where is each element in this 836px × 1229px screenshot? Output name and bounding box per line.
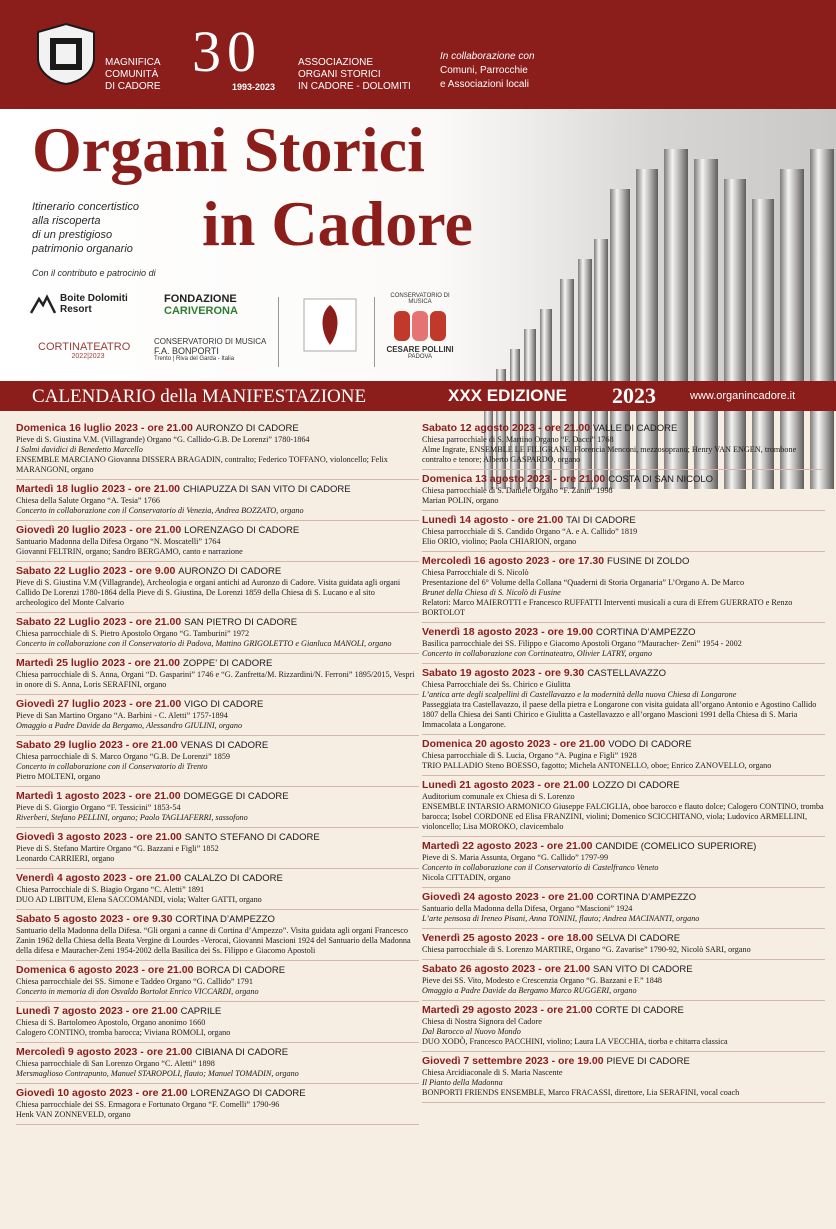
event-separator: -	[122, 1005, 133, 1017]
event-detail-line: Chiesa parrocchiale di S. Martino Organo “F. Dacci” 1768	[422, 435, 614, 444]
event-date: Domenica 6 agosto 2023	[16, 964, 139, 976]
event-place: CANDIDE (COMELICO SUPERIORE)	[595, 841, 757, 852]
event-time: ore 21.00	[142, 1087, 188, 1099]
event-separator: -	[125, 790, 136, 802]
event-detail-line: Chiesa Parrocchiale di S. Biagio Organo “C. Aletti” 1891	[16, 885, 205, 894]
sponsor-divider	[374, 297, 375, 367]
event-header	[16, 565, 419, 578]
fondazione-cariverona-logo	[164, 293, 276, 317]
event-entry	[16, 695, 419, 736]
event-detail-line: Santuario Madonna della Difesa Organo “N. Moscatelli” 1764	[16, 537, 221, 546]
event-time: ore 18.00	[547, 932, 594, 944]
event-separator: -	[123, 913, 133, 925]
event-date: Sabato 5 agosto 2023	[16, 913, 124, 925]
event-time: ore 21.00	[134, 483, 181, 495]
event-date: Mercoledì 16 agosto 2023	[422, 555, 550, 567]
event-time: ore 21.00	[132, 739, 178, 751]
event-place: CALALZO DI CADORE	[184, 873, 283, 884]
boite-line: Resort	[60, 304, 92, 315]
event-place: DOMEGGE DI CADORE	[183, 791, 289, 802]
event-detail-line: Alme Ingrate, ENSEMBLE LE FILIGRANE, Florencia Menconi, mezzosoprano; Henry VAN ENGEN, trombone contralto e tenore; Alberto GASPARDO, organo	[422, 445, 797, 464]
event-detail-line: Chiesa parrocchiale di S. Daniele Organo “F. Zanin” 1998	[422, 486, 613, 495]
event-place: BORCA DI CADORE	[196, 965, 286, 976]
event-detail-line: Pieve dei SS. Vito, Modesto e Crescenzia Organo “G. Bazzani e F.” 1848	[422, 976, 663, 985]
event-detail-line: Concerto in memoria di don Osvaldo Bortolot Enrico VICCARDI, organo	[16, 987, 259, 996]
collab-line: Comuni, Parrocchie	[440, 65, 528, 76]
event-entry	[422, 735, 825, 776]
event-separator: -	[122, 739, 133, 751]
event-separator: -	[550, 738, 560, 750]
event-time: ore 21.00	[548, 891, 594, 903]
calendar-bar	[0, 381, 836, 411]
event-detail-line: Dal Barocco al Nuovo Mondo	[422, 1027, 521, 1036]
magnifica-comunita-text	[105, 57, 161, 93]
event-date: Giovedì 7 settembre 2023	[422, 1055, 549, 1067]
event-detail-line: Pieve di S. Giorgio Organo “F. Tessicini” 1853-54	[16, 803, 181, 812]
event-detail-line: Mersmaglioso Contrapunto, Manuel STAROPOLI, flauto; Manuel TOMADIN, organo	[16, 1069, 299, 1078]
event-place: ZOPPE’ DI CADORE	[182, 658, 273, 669]
event-header	[16, 657, 419, 670]
event-time: ore 21.00	[146, 1046, 193, 1058]
event-detail-line: Pieve di S. Giustina V.M. (Villagrande) Organo “G. Callido-G.B. De Lorenzi” 1780-1864	[16, 435, 310, 444]
event-place: FUSINE DI ZOLDO	[607, 556, 690, 567]
main-title-line1: Organi Storici	[32, 114, 425, 185]
event-entry	[16, 1002, 419, 1043]
event-place: AURONZO DI CADORE	[195, 423, 299, 434]
event-entry	[422, 511, 825, 552]
event-header	[422, 473, 825, 486]
event-place: SAN VITO DI CADORE	[593, 964, 693, 975]
event-place: CASTELLAVAZZO	[587, 668, 667, 679]
event-detail-line: Concerto in collaborazione con il Conservatorio di Trento	[16, 762, 208, 771]
event-time: ore 21.00	[544, 963, 591, 975]
event-header	[422, 840, 825, 853]
event-detail-line: ENSEMBLE INTARSIO ARMONICO Giuseppe FALCIGLIA, oboe barocco e flauto dolce; Calogero CONTINO, tromba barocca; Isobel CORDONE ed Elisa FRANZINI, violini; Domenico SCICCHITANO, viola; Ludovico ARMELLINI, violoncello; Lisa MOROKO, clavicembalo	[422, 802, 824, 831]
event-date: Martedì 29 agosto 2023	[422, 1004, 538, 1016]
event-detail-line: Passeggiata tra Castellavazzo, il paese della pietra e Longarone con visita guidata all’organo Antonio e Agostino Callido 1807 della Chiesa dei Santi Chirico e Giulitta a Castellavazzo e all’organo Mascioni 1991 della Chiesa di S. Maria Immacolata a Longarone.	[422, 700, 817, 729]
event-header	[422, 626, 825, 639]
event-separator: -	[137, 422, 148, 434]
event-time: ore 21.00	[134, 657, 181, 669]
event-entry	[16, 521, 419, 562]
event-time: ore 21.00	[135, 698, 182, 710]
event-separator: -	[538, 891, 549, 903]
event-place: PIEVE DI CADORE	[606, 1056, 690, 1067]
event-detail-line: Santuario della Madonna della Difesa, Organo “Mascioni” 1924	[422, 904, 633, 913]
bonporti-line: Trento | Riva del Garda - Italia	[154, 356, 235, 362]
event-header	[422, 555, 825, 568]
event-separator: -	[508, 514, 518, 526]
event-entry	[422, 664, 825, 735]
event-detail-line: Concerto in collaborazione con il Conservatorio di Padova, Mattino GRIGOLETTO e Gianluca MANOLI, organo	[16, 639, 392, 648]
event-detail-line: Chiesa di S. Bartolomeo Apostolo, Organo anonimo 1660	[16, 1018, 206, 1027]
event-place: TAI DI CADORE	[566, 515, 636, 526]
event-place: CAPRILE	[180, 1006, 222, 1017]
event-detail-line: L’antica arte degli scalpellini di Castellavazzo e la modernità della nuova Chiesa di Longarone	[422, 690, 737, 699]
event-detail-line: Pietro MOLTENI, organo	[16, 772, 101, 781]
event-time: ore 17.30	[558, 555, 605, 567]
event-date: Sabato 22 Luglio 2023	[16, 565, 127, 577]
event-detail-line: Presentazione del 6° Volume della Collana “Quaderni di Storia Organaria” L’Organo A. De Marco	[422, 578, 745, 587]
event-place: CORTINA D’AMPEZZO	[595, 627, 696, 638]
event-detail-line: Pieve di S. Giustina V.M (Villagrande), Archeologia e organi antichi ad Auronzo di Cadore. Visita guidata agli organi Callido De Lorenzi 1780-1864 della Pieve di S. Giustina, De Lorenzi 1859 della Chiesa di S. Lucano e al sito archeologico del Monte Calvario	[16, 578, 401, 607]
event-place: CIBIANA DI CADORE	[195, 1047, 289, 1058]
event-time: ore 21.00	[135, 790, 181, 802]
event-separator: -	[125, 483, 135, 495]
event-detail-line: Chiesa parrocchiale di S. Marco Organo “G.B. De Lorenzi” 1859	[16, 752, 231, 761]
event-time: ore 19.00	[547, 626, 594, 638]
event-detail-line: Chiesa parrocchiale di S. Candido Organo “A. e A. Callido” 1819	[422, 527, 638, 536]
event-header	[422, 891, 825, 904]
event-entry	[422, 1001, 825, 1052]
event-detail-line: Chiesa Arcidiaconale di S. Maria Nascente	[422, 1068, 563, 1077]
website-link[interactable]: www.organincadore.it	[690, 390, 796, 402]
event-header	[422, 779, 825, 792]
subtitle-line: Itinerario concertistico	[32, 201, 139, 213]
event-time: ore 19.00	[558, 1055, 604, 1067]
event-date: Giovedì 10 agosto 2023	[16, 1087, 133, 1099]
right-events-column	[422, 419, 825, 1229]
event-place: CHIAPUZZA DI SAN VITO DI CADORE	[182, 484, 351, 495]
event-entry	[16, 828, 419, 869]
event-time: ore 9.00	[135, 565, 176, 577]
event-header	[16, 698, 419, 711]
event-header	[16, 1005, 419, 1018]
event-header	[422, 667, 825, 680]
event-date: Martedì 18 luglio 2023	[16, 483, 126, 495]
event-time: ore 21.00	[136, 831, 182, 843]
event-date: Sabato 26 agosto 2023	[422, 963, 536, 975]
contributors-heading: Con il contributo e patrocinio di	[32, 268, 156, 278]
event-header	[422, 1055, 825, 1068]
collab-line: In collaborazione con	[440, 51, 535, 62]
event-detail-line: Calogero CONTINO, tromba barocca; Viviana ROMOLI, organo	[16, 1028, 231, 1037]
event-time: ore 21.00	[135, 872, 182, 884]
event-place: COSTA DI SAN NICOLO	[608, 474, 714, 485]
event-time: ore 9.30	[544, 667, 585, 679]
conservatorio-marcello-logo	[302, 297, 358, 353]
event-header	[16, 1087, 419, 1100]
subtitle-line: patrimonio organario	[32, 243, 133, 255]
event-detail-line: Concerto in collaborazione con il Conservatorio di Venezia, Andrea BOZZATO, organo	[16, 506, 304, 515]
event-time: ore 21.00	[543, 779, 590, 791]
event-separator: -	[132, 1087, 143, 1099]
association-line: ASSOCIAZIONE	[298, 57, 374, 68]
event-header	[422, 1004, 825, 1017]
anniversary-years: 1993-2023	[232, 82, 276, 92]
event-entry	[16, 562, 419, 613]
event-time: ore 21.00	[546, 840, 593, 852]
event-place: VALLE DI CADORE	[593, 423, 678, 434]
event-entry	[16, 787, 419, 828]
edition-label: XXX EDIZIONE	[448, 386, 568, 405]
event-entry	[16, 1043, 419, 1084]
event-separator: -	[126, 565, 136, 577]
fondazione-line: FONDAZIONE	[164, 293, 237, 305]
event-header	[16, 483, 419, 496]
event-detail-line: Omaggio a Padre Davide da Bergamo Marco RUGGERI, organo	[422, 986, 637, 995]
event-time: ore 21.00	[135, 616, 182, 628]
event-entry	[422, 552, 825, 623]
sponsor-logos	[30, 285, 460, 377]
event-header	[16, 616, 419, 629]
event-entry	[16, 1084, 419, 1125]
event-entry	[16, 613, 419, 654]
violin-icon	[302, 297, 358, 353]
pollini-line: CESARE POLLINI	[386, 345, 454, 354]
event-separator: -	[538, 932, 548, 944]
event-detail-line: Chiesa parrocchiale dei SS. Ermagora e Fortunato Organo “F. Comelli” 1790-96	[16, 1100, 280, 1109]
calendar-label: CALENDARIO della MANIFESTAZIONE	[32, 386, 367, 407]
event-header	[422, 738, 825, 751]
event-place: CORTINA D’AMPEZZO	[175, 914, 275, 925]
event-entry	[422, 929, 825, 960]
pollini-line: CONSERVATORIO DI MUSICA	[390, 293, 450, 305]
event-detail-line: Henk VAN ZONNEVELD, organo	[16, 1110, 131, 1119]
event-header	[16, 872, 419, 885]
event-detail-line: Auditorium comunale ex Chiesa di S. Lorenzo	[422, 792, 575, 801]
event-date: Mercoledì 9 agosto 2023	[16, 1046, 138, 1058]
event-entry	[422, 1052, 825, 1103]
event-time: ore 9.30	[132, 913, 173, 925]
event-place: AURONZO DI CADORE	[178, 566, 282, 577]
event-date: Venerdì 25 agosto 2023	[422, 932, 539, 944]
event-time: ore 21.00	[546, 1004, 593, 1016]
cesare-pollini-logo	[380, 293, 460, 369]
bonporti-line: F.A. BONPORTI	[154, 346, 219, 356]
event-time: ore 21.00	[544, 422, 591, 434]
event-detail-line: Concerto in collaborazione con Cortinateatro, Olivier LATRY, organo	[422, 649, 652, 658]
event-detail-line: Elio ORIO, violino; Paola CHIARION, organo	[422, 537, 577, 546]
event-date: Domenica 20 agosto 2023	[422, 738, 551, 750]
event-detail-line: Chiesa parrocchiale di S. Lorenzo MARTIRE, Organo “G. Zavarise” 1790-92, Nicolò SARI, organo	[422, 945, 751, 954]
event-entry	[422, 776, 825, 837]
event-detail-line: Giovanni FELTRIN, organo; Sandro BERGAMO, canto e narrazione	[16, 547, 243, 556]
event-date: Domenica 16 luglio 2023	[16, 422, 138, 434]
top-header	[0, 0, 836, 109]
event-place: VODO DI CADORE	[608, 739, 692, 750]
event-detail-line: Chiesa parrocchiale di San Lorenzo Organo “C. Aletti” 1898	[16, 1059, 215, 1068]
event-detail-line: Il Pianto della Madonna	[422, 1078, 503, 1087]
event-detail-line: Chiesa della Salute Organo “A. Tesia” 1766	[16, 496, 160, 505]
event-separator: -	[126, 698, 136, 710]
event-detail-line: Riverberi, Stefano PELLINI, organo; Paolo TAGLIAFERRI, sassofono	[16, 813, 248, 822]
event-entry	[422, 960, 825, 1001]
event-detail-line: ENSEMBLE MARCIANO Giovanna DISSERA BRAGADIN, contralto; Federico TOFFANO, violoncello; Felix MARANGONI, organo	[16, 455, 388, 474]
event-detail-line: Chiesa parrocchiale di S. Lucia, Organo “A. Pugina e Figli” 1928	[422, 751, 637, 760]
crest-line: COMUNITÀ	[105, 69, 159, 80]
event-time: ore 21.00	[132, 1005, 178, 1017]
event-detail-line: DUO XODÒ, Francesco PACCHINI, violino; Laura LA VECCHIA, tiorba e chitarra classica	[422, 1037, 728, 1046]
event-time: ore 21.00	[135, 524, 182, 536]
conservatorio-bonporti-logo	[154, 337, 284, 362]
event-detail-line: Omaggio a Padre Davide da Bergamo, Alessandro GIULINI, organo	[16, 721, 243, 730]
subtitle-line: alla riscoperta	[32, 215, 101, 227]
subtitle	[32, 200, 139, 256]
cortina-line: CORTINATEATRO	[38, 341, 131, 353]
event-place: SANTO STEFANO DI CADORE	[184, 832, 320, 843]
event-time: ore 21.00	[559, 473, 606, 485]
event-detail-line: Relatori: Marco MAIEROTTI e Francesco RUFFATTI Interventi musicali a cura di Efrem GUERRATO e Renzo BORTOLOT	[422, 598, 793, 617]
event-entry	[422, 837, 825, 888]
mountain-icon	[30, 293, 56, 315]
event-place: CORTE DI CADORE	[595, 1005, 684, 1016]
event-separator: -	[126, 831, 137, 843]
event-place: LORENZAGO DI CADORE	[184, 525, 300, 536]
main-title-line2: in Cadore	[202, 188, 473, 259]
event-detail-line: Santuario della Madonna della Difesa. “Gli organi a canne di Cortina d’Ampezzo”. Visita guidata agli organi Francesco Zanin 1962 della Chiesa della Beata Vergine di Lourdes -Verocai, Giovanni Mascioni 1924 del Santuario della Madonna della difesa e Mauracher-Zeni 1954-2002 della Basilica dei Ss. Filippo e Giacomo Apostoli	[16, 926, 411, 955]
anniversary-logo	[192, 19, 288, 94]
event-entry	[16, 480, 419, 521]
event-entry	[16, 736, 419, 787]
collaboration-text	[440, 50, 535, 92]
event-date: Sabato 22 Luglio 2023	[16, 616, 127, 628]
event-place: CORTINA D’AMPEZZO	[596, 892, 697, 903]
bonporti-line: CONSERVATORIO DI MUSICA	[154, 337, 267, 346]
event-detail-line: Brunet della Chiesa di S. Nicolò di Fusine	[422, 588, 561, 597]
event-entry	[422, 470, 825, 511]
event-detail-line: TRIO PALLADIO Steno BOESSO, fagotto; Michela ANTONELLO, oboe; Enrico ZANOVELLO, organo	[422, 761, 772, 770]
event-separator: -	[125, 657, 135, 669]
event-detail-line: BONPORTI FRIENDS ENSEMBLE, Marco FRACASSI, direttore, Lia SERAFINI, vocal coach	[422, 1088, 740, 1097]
event-date: Sabato 12 agosto 2023	[422, 422, 536, 434]
event-separator: -	[537, 1004, 547, 1016]
event-date: Giovedì 3 agosto 2023	[16, 831, 127, 843]
event-place: SELVA DI CADORE	[595, 933, 681, 944]
event-detail-line: DUO AD LIBITUM, Elena SACCOMANDI, viola; Walter GATTI, organo	[16, 895, 262, 904]
event-separator: -	[535, 667, 545, 679]
event-date: Lunedì 7 agosto 2023	[16, 1005, 123, 1017]
event-entry	[16, 910, 419, 961]
event-detail-line: Chiesa parrocchiale di S. Pietro Apostolo Organo “G. Tamburini” 1972	[16, 629, 250, 638]
event-separator: -	[137, 1046, 147, 1058]
event-header	[16, 790, 419, 803]
event-separator: -	[538, 626, 548, 638]
event-detail-line: Pieve di S. Stefano Martire Organo “G. Bazzani e Figli” 1852	[16, 844, 219, 853]
event-entry	[16, 961, 419, 1002]
event-header	[422, 932, 825, 945]
event-date: Venerdì 4 agosto 2023	[16, 872, 127, 884]
event-header	[16, 964, 419, 977]
event-place: VENAS DI CADORE	[180, 740, 269, 751]
event-date: Giovedì 27 luglio 2023	[16, 698, 127, 710]
event-separator: -	[126, 524, 136, 536]
event-date: Sabato 19 agosto 2023	[422, 667, 536, 679]
event-date: Giovedì 24 agosto 2023	[422, 891, 539, 903]
event-separator: -	[126, 616, 136, 628]
event-separator: -	[535, 963, 545, 975]
event-header	[16, 739, 419, 752]
event-separator: -	[534, 779, 544, 791]
event-detail-line: Leonardo CARRIERI, organo	[16, 854, 115, 863]
cortina-teatro-logo	[38, 341, 138, 360]
event-header	[16, 1046, 419, 1059]
association-text	[298, 57, 411, 93]
event-place: SAN PIETRO DI CADORE	[184, 617, 298, 628]
crest-line: DI CADORE	[105, 81, 161, 92]
event-detail-line: Chiesa Parrocchiale di S. Nicolò	[422, 568, 529, 577]
event-header	[422, 422, 825, 435]
event-separator: -	[126, 872, 136, 884]
boite-line: Boite Dolomiti	[60, 293, 128, 304]
crest-line: MAGNIFICA	[105, 57, 161, 68]
event-separator: -	[549, 555, 559, 567]
event-date: Lunedì 21 agosto 2023	[422, 779, 535, 791]
cortina-line: 2022|2023	[71, 353, 105, 360]
event-date: Martedì 22 agosto 2023	[422, 840, 538, 852]
event-place: LORENZAGO DI CADORE	[190, 1088, 306, 1099]
event-date: Martedì 1 agosto 2023	[16, 790, 126, 802]
event-date: Venerdì 18 agosto 2023	[422, 626, 539, 638]
event-header	[422, 963, 825, 976]
event-header	[422, 514, 825, 527]
event-detail-line: Nicola CITTADIN, organo	[422, 873, 511, 882]
event-header	[16, 422, 419, 435]
event-entry	[422, 623, 825, 664]
event-separator: -	[535, 422, 545, 434]
event-detail-line: Chiesa di Nostra Signora del Cadore	[422, 1017, 542, 1026]
event-detail-line: Marian POLIN, organo	[422, 496, 499, 505]
event-header	[16, 913, 419, 926]
event-entry	[16, 419, 419, 480]
association-line: IN CADORE - DOLOMITI	[298, 81, 411, 92]
event-date: Martedì 25 luglio 2023	[16, 657, 126, 669]
event-detail-line: Concerto in collaborazione con il Conservatorio di Castelfranco Veneto	[422, 863, 659, 872]
event-detail-line: Chiesa parrocchiale di S. Anna, Organi “D. Gasparini” 1746 e “G. Zanfretta/M. Rizzardini/N. Ferroni” 1895/2015, Vespri in onore di S. Anna, Loris SERAFINI, organo	[16, 670, 415, 689]
event-entry	[16, 654, 419, 695]
event-time: ore 21.00	[559, 738, 606, 750]
event-separator: -	[548, 1055, 558, 1067]
left-events-column	[16, 419, 419, 1229]
event-detail-line: Pieve di S. Maria Assunta, Organo “G. Callido” 1797-99	[422, 853, 609, 862]
event-header	[16, 831, 419, 844]
crest-logo-icon	[34, 22, 98, 86]
event-time: ore 21.00	[147, 964, 194, 976]
event-detail-line: L’arte pensosa di Ireneo Pisani, Anna TONINI, flauto; Andrea MACINANTI, organo	[422, 914, 700, 923]
subtitle-line: di un prestigioso	[32, 229, 113, 241]
event-date: Giovedì 20 luglio 2023	[16, 524, 127, 536]
event-entry	[422, 888, 825, 929]
event-detail-line: Basilica parrocchiale dei SS. Filippo e Giacomo Apostoli Organo “Mauracher- Zeni” 1954 - 2002	[422, 639, 742, 648]
event-place: LOZZO DI CADORE	[592, 780, 680, 791]
event-separator: -	[138, 964, 148, 976]
event-date: Sabato 29 luglio 2023	[16, 739, 123, 751]
event-separator: -	[537, 840, 547, 852]
event-date: Lunedì 14 agosto	[422, 514, 509, 526]
event-place: VIGO DI CADORE	[184, 699, 264, 710]
fondazione-line: CARIVERONA	[164, 305, 238, 317]
event-detail-line: Pieve di San Martino Organo “A. Barbini - C. Aletti” 1757-1894	[16, 711, 228, 720]
anniversary-number: 30	[192, 19, 262, 84]
event-entry	[16, 869, 419, 910]
association-line: ORGANI STORICI	[298, 69, 381, 80]
event-header	[16, 524, 419, 537]
pollini-line: PADOVA	[407, 354, 433, 360]
event-entry	[422, 419, 825, 470]
event-date: Domenica 13 agosto 2023	[422, 473, 551, 485]
event-separator: -	[550, 473, 560, 485]
event-detail-line: Chiesa Parrocchiale dei Ss. Chirico e Giulitta	[422, 680, 571, 689]
event-time: ore 21.00	[147, 422, 193, 434]
pollini-emblem-icon	[390, 307, 450, 343]
event-detail-line: I Salmi davidici di Benedetto Marcello	[16, 445, 143, 454]
event-time: ore 21.00	[517, 514, 564, 526]
event-detail-line: Chiesa parrocchiale dei SS. Simone e Taddeo Organo “G. Callido” 1791	[16, 977, 253, 986]
edition-year: 2023	[612, 383, 656, 408]
collab-line: e Associazioni locali	[440, 79, 529, 90]
